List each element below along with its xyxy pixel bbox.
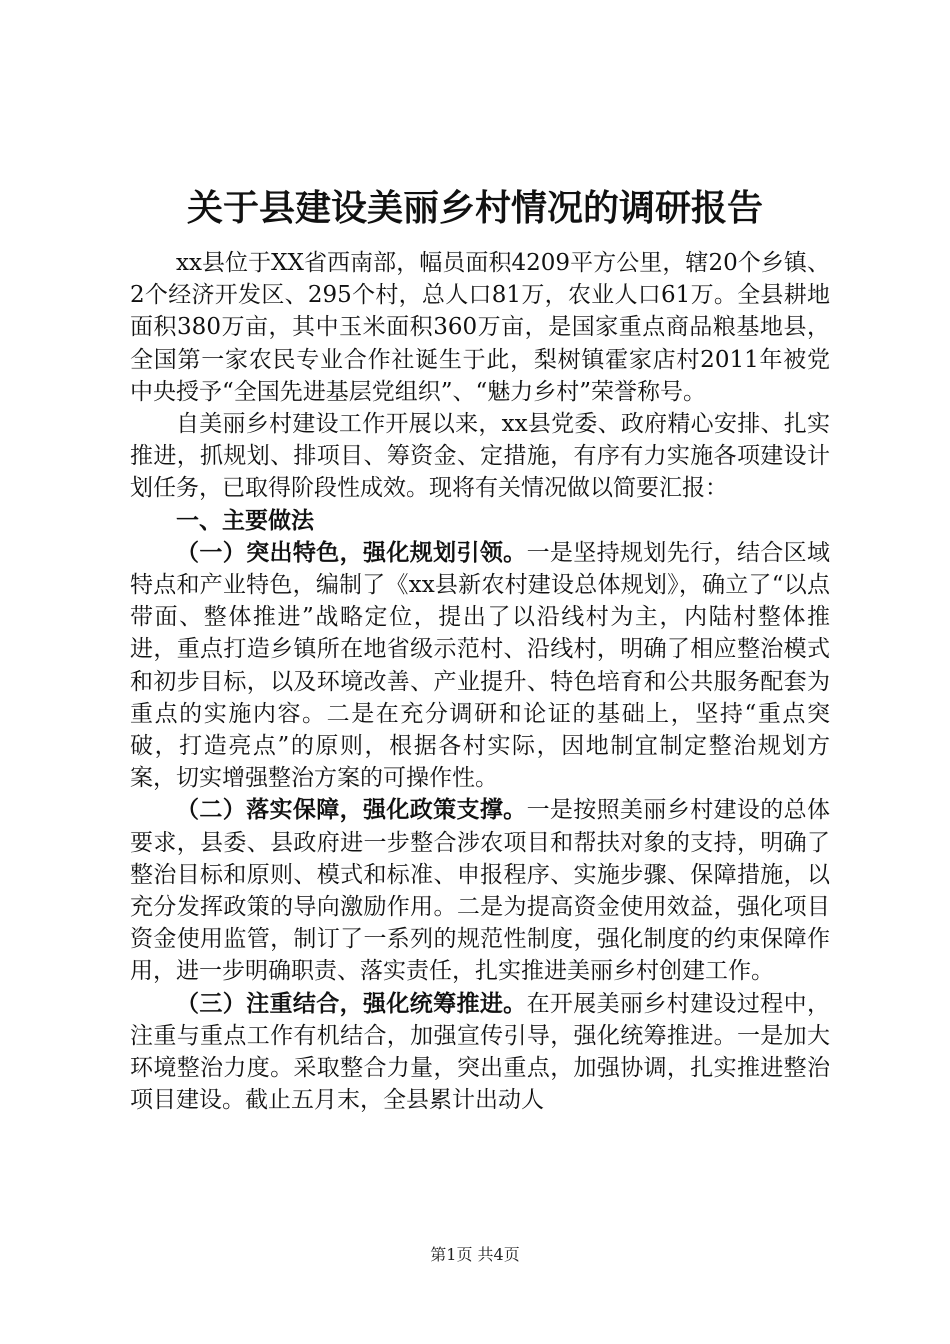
subsection-body-3: 在开展美丽乡村建设过程中，注重与重点工作有机结合，加强宣传引导，强化统筹推进。一是加大环境整治力度。采取整合力量，突出重点，加强协调，扎实推进整治项目建设。截止五月末，全县累计出动人 <box>130 990 831 1114</box>
subsection-heading-1: （一）突出特色，强化规划引领。 <box>176 539 527 566</box>
paragraph-section-1 <box>130 537 830 795</box>
subsection-heading-3: （三）注重结合，强化统筹推进。 <box>176 990 527 1017</box>
paragraph-intro: xx县位于XX省西南部，幅员面积4209平方公里，辖20个乡镇、2个经济开发区、295个村，总人口81万，农业人口61万。全县耕地面积380万亩，其中玉米面积360万亩，是国家重点商品粮基地县，全国第一家农民专业合作社诞生于此，梨树镇霍家店村2011年被党中央授予“全国先进基层党组织”、“魅力乡村”荣誉称号。 <box>130 250 830 405</box>
section-heading-main-practices: 一、主要做法 <box>176 507 314 534</box>
subsection-body-1: 一是坚持规划先行，结合区域特点和产业特色，编制了《xx县新农村建设总体规划》，确立了“以点带面、整体推进”战略定位，提出了以沿线村为主，内陆村整体推进，重点打造乡镇所在地省级示范村、沿线村，明确了相应整治模式和初步目标，以及环境改善、产业提升、特色培育和公共服务配套为重点的实施内容。二是在充分调研和论证的基础上，坚持“重点突破，打造亮点”的原则，根据各村实际，因地制宜制定整治规划方案，切实增强整治方案的可操作性。 <box>130 539 831 792</box>
paragraph-overview: 自美丽乡村建设工作开展以来，xx县党委、政府精心安排、扎实推进，抓规划、排项目、筹资金、定措施，有序有力实施各项建设计划任务，已取得阶段性成效。现将有关情况做以简要汇报： <box>130 411 830 502</box>
document-title: 关于县建设美丽乡村情况的调研报告 <box>186 187 763 229</box>
page-footer: 第1页 共4页 <box>430 1245 520 1264</box>
paragraph-section-3 <box>130 988 830 1117</box>
document-body <box>130 210 830 1116</box>
subsection-body-2: 一是按照美丽乡村建设的总体要求，县委、县政府进一步整合涉农项目和帮扶对象的支持，明确了整治目标和原则、模式和标准、申报程序、实施步骤、保障措施，以充分发挥政策的导向激励作用。二是为提高资金使用效益，强化项目资金使用监管，制订了一系列的规范性制度，强化制度的约束保障作用，进一步明确职责、落实责任，扎实推进美丽乡村创建工作。 <box>130 797 831 985</box>
paragraph-section-2 <box>130 794 830 987</box>
subsection-heading-2: （二）落实保障，强化政策支撑。 <box>176 797 527 824</box>
